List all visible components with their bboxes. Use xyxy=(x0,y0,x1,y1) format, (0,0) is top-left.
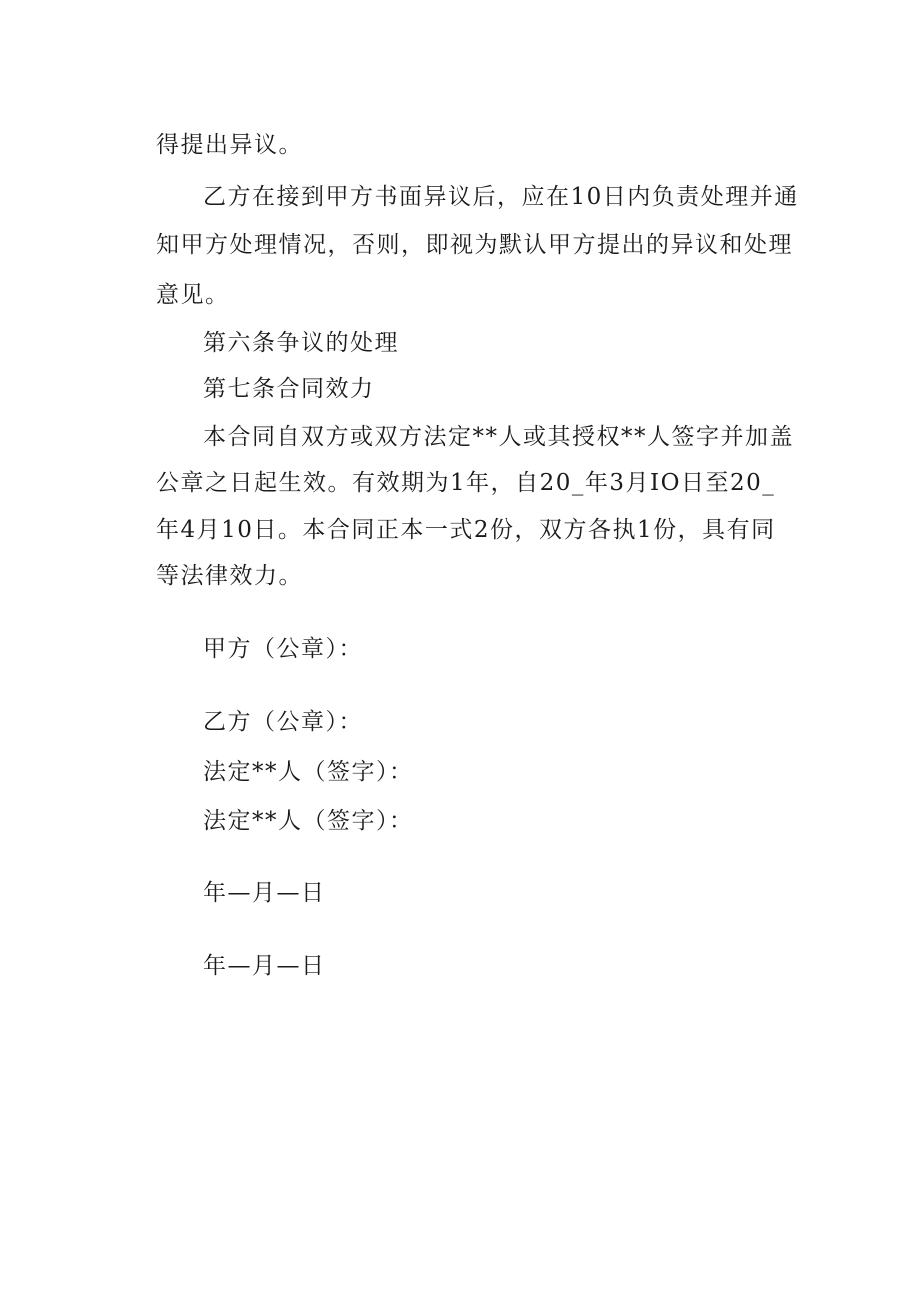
party-b-seal-label: 乙方（公章）： xyxy=(203,709,363,735)
article-heading-6: 第六条争议的处理 xyxy=(203,330,399,356)
paragraph-line: 乙方在接到甲方书面异议后，应在10日内负责处理并通 xyxy=(203,184,799,210)
paragraph-continuation: 得提出异议。 xyxy=(156,132,303,158)
paragraph-line: 意见。 xyxy=(156,282,230,308)
paragraph-line: 本合同自双方或双方法定**人或其授权**人签字并加盖 xyxy=(203,424,794,450)
legal-representative-signature-label: 法定**人（签字）： xyxy=(203,759,414,785)
article-heading-7: 第七条合同效力 xyxy=(203,376,375,402)
paragraph-line: 公章之日起生效。有效期为1年，自20_年3月IO日至20_ xyxy=(156,470,776,496)
legal-representative-signature-label: 法定**人（签字）： xyxy=(203,808,414,834)
party-a-seal-label: 甲方（公章）： xyxy=(203,636,363,662)
paragraph-line: 年4月10日。本合同正本一式2份，双方各执1份，具有同 xyxy=(156,517,776,543)
paragraph-line: 等法律效力。 xyxy=(156,563,303,589)
paragraph-line: 知甲方处理情况，否则，即视为默认甲方提出的异议和处理 xyxy=(156,232,793,258)
date-line: 年—月—日 xyxy=(203,880,326,906)
date-line: 年—月—日 xyxy=(203,953,326,979)
